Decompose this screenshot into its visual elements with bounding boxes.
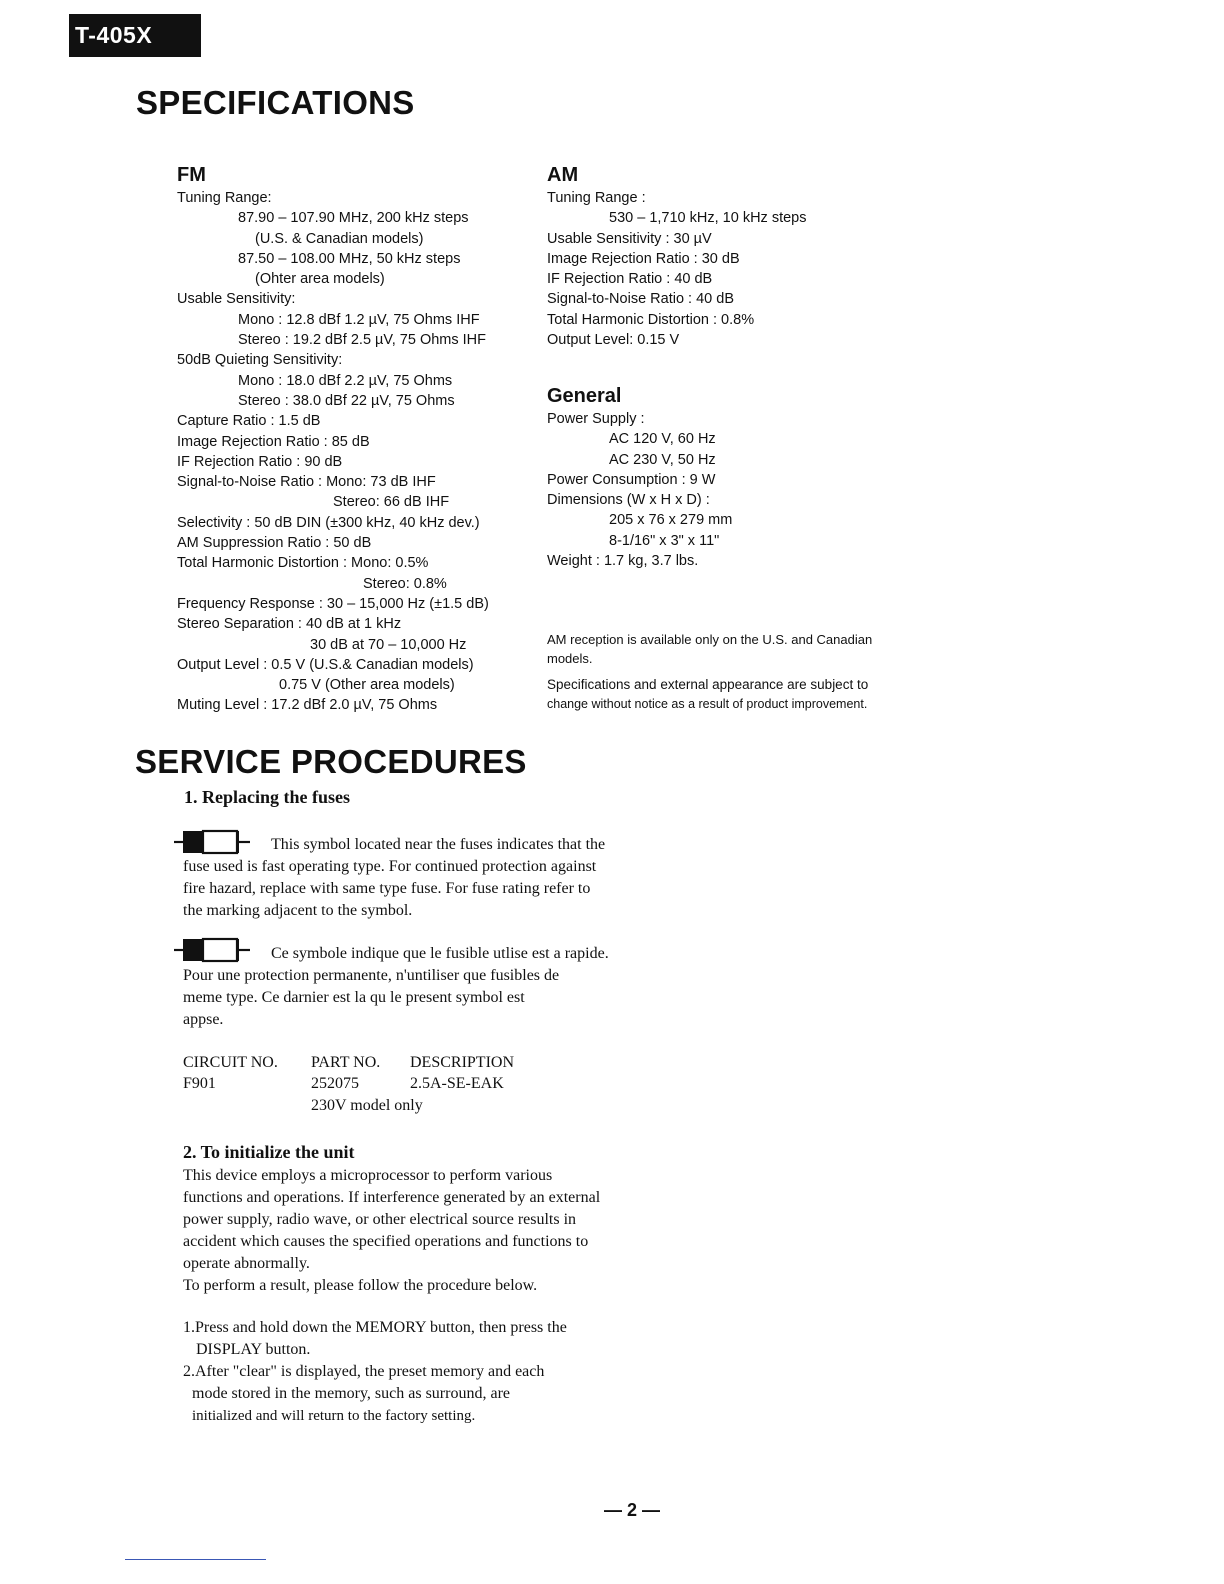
table-cell: 2.5A-SE-EAK xyxy=(410,1075,504,1092)
text-line: accident which causes the specified operations and functions to xyxy=(183,1233,589,1250)
fm-spec-list xyxy=(177,188,489,716)
table-cell: F901 xyxy=(183,1075,216,1092)
general-spec-line: Weight : 1.7 kg, 3.7 lbs. xyxy=(547,553,699,570)
note-line: change without notice as a result of product improvement. xyxy=(547,696,868,711)
text-line: fuse used is fast operating type. For continued protection against xyxy=(183,858,597,875)
table-row xyxy=(183,1073,514,1094)
note-line: AM reception is available only on the U.S. and Canadian xyxy=(547,632,873,647)
fm-spec-line: Usable Sensitivity: xyxy=(177,291,296,308)
step-line: mode stored in the memory, such as surround, are xyxy=(192,1385,510,1402)
specifications-title: SPECIFICATIONS xyxy=(136,84,415,121)
fm-spec-line: IF Rejection Ratio : 90 dB xyxy=(177,453,343,470)
am-spec-line: Output Level: 0.15 V xyxy=(547,332,680,349)
text-line: Pour une protection permanente, n'untiliser que fusibles de xyxy=(183,967,560,984)
text-line: appse. xyxy=(183,1011,224,1028)
initialize-paragraph xyxy=(183,1165,600,1297)
am-spec-line: Signal-to-Noise Ratio : 40 dB xyxy=(547,291,734,308)
general-spec-line: Dimensions (W x H x D) : xyxy=(547,492,710,509)
fm-spec-line: 50dB Quieting Sensitivity: xyxy=(177,352,343,369)
am-spec-line: Image Rejection Ratio : 30 dB xyxy=(547,250,740,267)
am-heading: AM xyxy=(547,164,579,186)
fm-spec-line: Signal-to-Noise Ratio : Mono: 73 dB IHF xyxy=(177,474,436,491)
fm-spec-line: (Ohter area models) xyxy=(255,271,385,288)
step-line: DISPLAY button. xyxy=(196,1341,311,1358)
am-spec-line: Usable Sensitivity : 30 µV xyxy=(547,230,712,247)
table-cell: 252075 xyxy=(311,1075,359,1092)
bottom-divider xyxy=(125,1559,266,1560)
page-number: — 2 — xyxy=(604,1500,661,1520)
column-header: DESCRIPTION xyxy=(410,1054,515,1071)
fm-spec-line: 0.75 V (Other area models) xyxy=(279,677,455,694)
note-line: Specifications and external appearance are subject to xyxy=(547,677,869,692)
general-spec-line: Power Consumption : 9 W xyxy=(547,471,716,488)
initialize-steps xyxy=(183,1317,567,1427)
text-line: This symbol located near the fuses indicates that the xyxy=(271,836,606,853)
fm-spec-line: Image Rejection Ratio : 85 dB xyxy=(177,433,370,450)
table-cell: 230V model only xyxy=(311,1097,423,1114)
general-spec-line: Power Supply : xyxy=(547,411,645,427)
fm-heading: FM xyxy=(177,164,206,186)
fm-spec-line: Selectivity : 50 dB DIN (±300 kHz, 40 kHz dev.) xyxy=(177,514,480,531)
text-line: fire hazard, replace with same type fuse. For fuse rating refer to xyxy=(183,880,591,897)
service-procedures-title: SERVICE PROCEDURES xyxy=(135,743,527,780)
fm-spec-line: Stereo: 66 dB IHF xyxy=(333,494,450,511)
fm-spec-line: 87.50 – 108.00 MHz, 50 kHz steps xyxy=(238,250,461,267)
fm-spec-line: AM Suppression Ratio : 50 dB xyxy=(177,535,372,552)
fm-spec-line: Stereo : 19.2 dBf 2.5 µV, 75 Ohms IHF xyxy=(238,332,487,349)
text-line: meme type. Ce darnier est la qu le present symbol est xyxy=(183,989,525,1006)
text-line: functions and operations. If interference generated by an external xyxy=(183,1189,601,1206)
text-line: the marking adjacent to the symbol. xyxy=(183,902,413,919)
note-line: models. xyxy=(547,650,593,666)
fm-spec-line: Stereo : 38.0 dBf 22 µV, 75 Ohms xyxy=(238,392,455,409)
table-row xyxy=(183,1095,514,1116)
column-header: PART NO. xyxy=(311,1054,381,1071)
step-line: 1.Press and hold down the MEMORY button, then press the xyxy=(183,1319,567,1336)
step-line: 2.After "clear" is displayed, the preset memory and each xyxy=(183,1363,545,1380)
replacing-fuses-heading: 1. Replacing the fuses xyxy=(184,787,350,807)
fm-spec-line: Stereo: 0.8% xyxy=(363,575,447,592)
fm-spec-line: Frequency Response : 30 – 15,000 Hz (±1.5 dB) xyxy=(177,595,489,612)
fm-spec-line: Stereo Separation : 40 dB at 1 kHz xyxy=(177,616,402,633)
am-spec-list xyxy=(547,188,806,350)
parts-table-header xyxy=(183,1052,514,1073)
text-line: operate abnormally. xyxy=(183,1255,310,1272)
fm-spec-line: Mono : 12.8 dBf 1.2 µV, 75 Ohms IHF xyxy=(238,311,480,328)
text-line: This device employs a microprocessor to perform various xyxy=(183,1167,553,1184)
fm-spec-line: Total Harmonic Distortion : Mono: 0.5% xyxy=(177,555,429,572)
fm-spec-line: Muting Level : 17.2 dBf 2.0 µV, 75 Ohms xyxy=(177,697,438,714)
fm-spec-line: Output Level : 0.5 V (U.S.& Canadian models) xyxy=(177,656,474,673)
availability-note xyxy=(547,631,872,668)
text-line: To perform a result, please follow the procedure below. xyxy=(183,1277,538,1294)
model-tag: T-405X xyxy=(69,14,201,57)
am-spec-line: IF Rejection Ratio : 40 dB xyxy=(547,271,713,288)
column-header: CIRCUIT NO. xyxy=(183,1054,278,1071)
step-line: initialized and will return to the factory setting. xyxy=(192,1408,476,1424)
text-line: Ce symbole indique que le fusible utlise est a rapide. xyxy=(271,945,609,962)
am-spec-line: Tuning Range : xyxy=(547,190,646,206)
fm-spec-line: Tuning Range: xyxy=(177,190,272,206)
fm-spec-line: Capture Ratio : 1.5 dB xyxy=(177,413,321,430)
general-spec-line: 8-1/16" x 3" x 11" xyxy=(609,532,720,549)
fuse-french-text xyxy=(183,943,609,1031)
am-spec-line: 530 – 1,710 kHz, 10 kHz steps xyxy=(609,210,807,227)
fuse-english-text xyxy=(183,834,605,922)
change-note xyxy=(547,676,868,713)
fm-spec-line: 30 dB at 70 – 10,000 Hz xyxy=(310,636,467,653)
parts-table xyxy=(183,1052,514,1116)
am-spec-line: Total Harmonic Distortion : 0.8% xyxy=(547,311,755,328)
initialize-heading: 2. To initialize the unit xyxy=(183,1142,355,1162)
general-spec-line: AC 230 V, 50 Hz xyxy=(609,451,716,468)
fm-spec-line: 87.90 – 107.90 MHz, 200 kHz steps xyxy=(238,210,469,227)
general-heading: General xyxy=(547,385,622,407)
fm-spec-line: (U.S. & Canadian models) xyxy=(255,230,424,247)
text-line: power supply, radio wave, or other electrical source results in xyxy=(183,1211,577,1228)
general-spec-list xyxy=(547,409,732,571)
general-spec-line: 205 x 76 x 279 mm xyxy=(609,512,733,529)
general-spec-line: AC 120 V, 60 Hz xyxy=(609,431,716,448)
fm-spec-line: Mono : 18.0 dBf 2.2 µV, 75 Ohms xyxy=(238,372,453,389)
